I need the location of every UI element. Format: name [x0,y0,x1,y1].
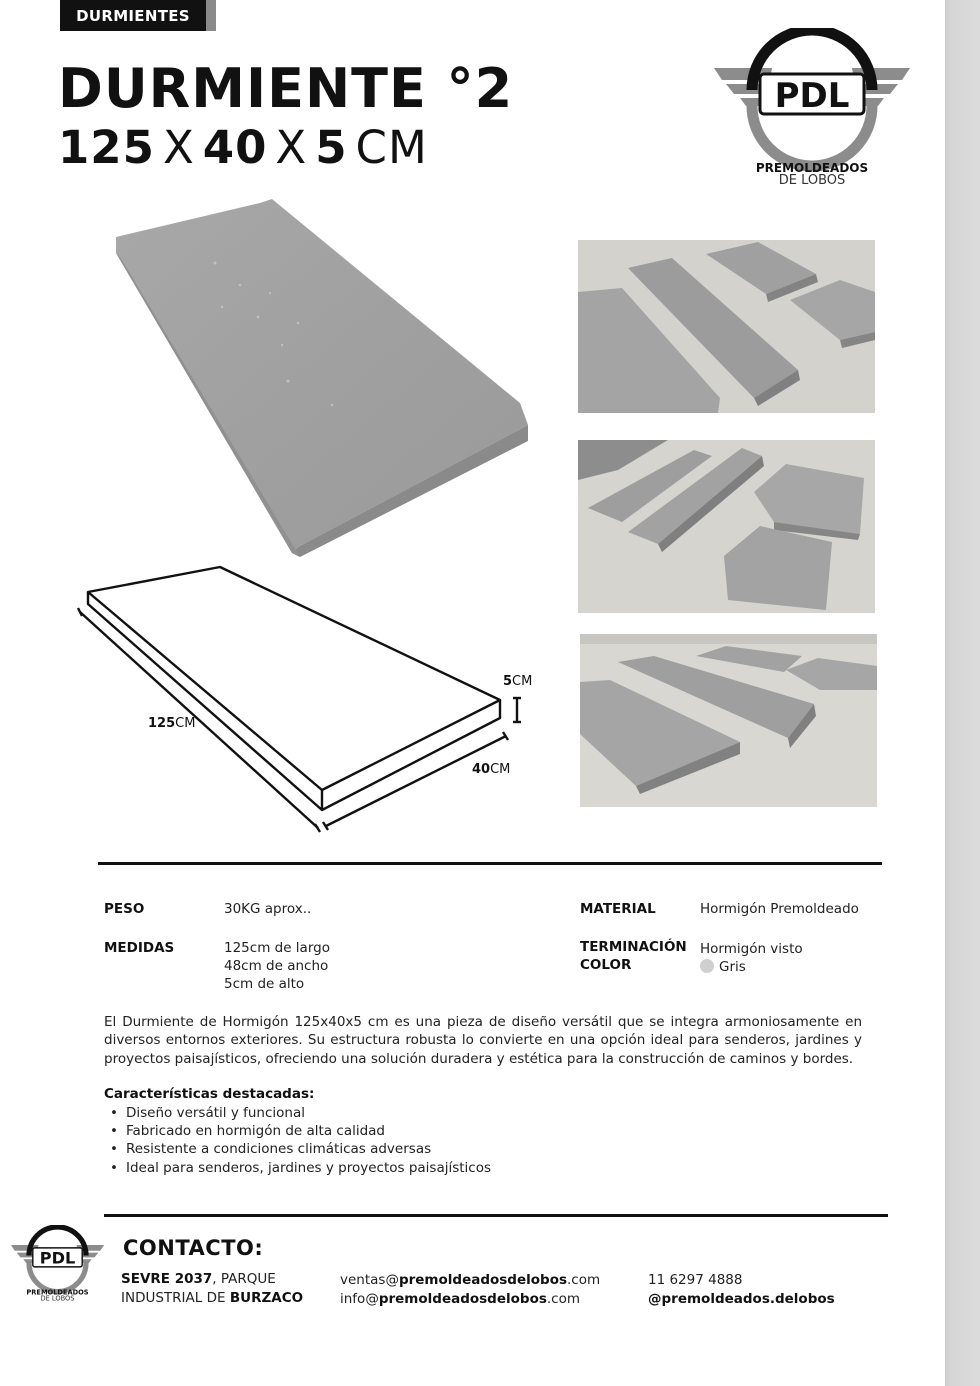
category-tag: DURMIENTES [60,0,206,31]
address-rest: , PARQUE [212,1271,276,1287]
product-description: El Durmiente de Hormigón 125x40x5 cm es una pieza de diseño versátil que se integra armoniosamente en diversos entornos exteriores. Su estructura robusta lo convierte en una opción ideal para senderos, jardines y proyectos paisajísticos, ofreciendo una solución duradera y estética para la construcción de caminos y bordes. [104,1014,862,1067]
feature-item: • Diseño versátil y funcional [108,1104,491,1122]
diagram-height-label: 5CM [503,674,533,689]
category-tag-accent [206,0,216,31]
address-city: BURZACO [229,1290,304,1306]
color-swatch [700,959,714,973]
features-title: Características destacadas: [104,1086,315,1102]
social-handle-link[interactable]: @premoldeados.delobos [648,1291,835,1307]
features-list [108,1104,491,1177]
spec-peso-label: PESO [104,901,145,917]
spec-medidas-largo: 125cm de largo [224,940,330,956]
contact-address [121,1270,303,1308]
spec-color-label: COLOR [580,957,632,973]
logo-name-line1: PREMOLDEADOS [755,161,869,175]
product-photo-1 [578,240,875,413]
email-ventas-link[interactable]: ventas@premoldeadosdelobos.com [340,1272,601,1288]
spec-medidas-ancho: 48cm de ancho [224,958,329,974]
product-photo-2 [578,440,875,613]
dim-unit: CM [355,121,428,174]
spec-terminacion-label [580,938,687,974]
dim-width: 40 [202,121,268,174]
contact-phone-social [648,1271,835,1309]
logo-monogram: PDL [774,76,850,116]
dim-separator: X [275,121,308,174]
footer-divider [104,1214,888,1217]
dim-height: 5 [315,121,348,174]
spec-medidas-values [224,939,330,993]
spec-terminacion-values [700,940,803,976]
right-edge-bar [945,0,980,1386]
dim-separator: X [162,121,195,174]
spec-terminacion-value: Hormigón visto [700,941,803,957]
pdl-logo [712,28,912,188]
diagram-width-label: 40CM [472,762,511,777]
small-logo-monogram: PDL [39,1248,76,1268]
address-street: SEVRE 2037 [121,1271,213,1287]
product-title: DURMIENTE °2 [58,57,514,120]
dim-length: 125 [58,121,155,174]
diagram-length-label: 125CM [148,716,196,731]
spec-terminacion-label-line: TERMINACIÓN [580,939,687,955]
spec-medidas-label: MEDIDAS [104,940,175,956]
section-divider [98,862,882,865]
small-logo-name-line2: DE LOBOS [40,1294,75,1303]
feature-item: • Ideal para senderos, jardines y proyectos paisajísticos [108,1159,491,1177]
spec-medidas-alto: 5cm de alto [224,976,305,992]
spec-peso-value: 30KG aprox.. [224,901,312,917]
slab-product-image [110,195,535,560]
contact-emails [340,1271,600,1309]
product-dimensions [58,122,436,174]
spec-material-label: MATERIAL [580,901,656,917]
address-line2: INDUSTRIAL DE [121,1290,230,1306]
spec-color-row [700,958,803,976]
dimension-diagram [70,560,540,840]
feature-item: • Fabricado en hormigón de alta calidad [108,1122,491,1140]
feature-item: • Resistente a condiciones climáticas adversas [108,1140,491,1158]
logo-name-line2: DE LOBOS [778,173,846,188]
spec-material-value: Hormigón Premoldeado [700,901,859,917]
spec-color-value: Gris [719,959,746,975]
phone-number[interactable]: 11 6297 4888 [648,1272,743,1288]
email-info-link[interactable]: info@premoldeadosdelobos.com [340,1291,580,1307]
small-logo-name-line1: PREMOLDEADOS [26,1288,89,1297]
contact-title: CONTACTO: [123,1236,264,1260]
pdl-logo-small [10,1225,105,1303]
product-photo-3 [580,634,877,807]
